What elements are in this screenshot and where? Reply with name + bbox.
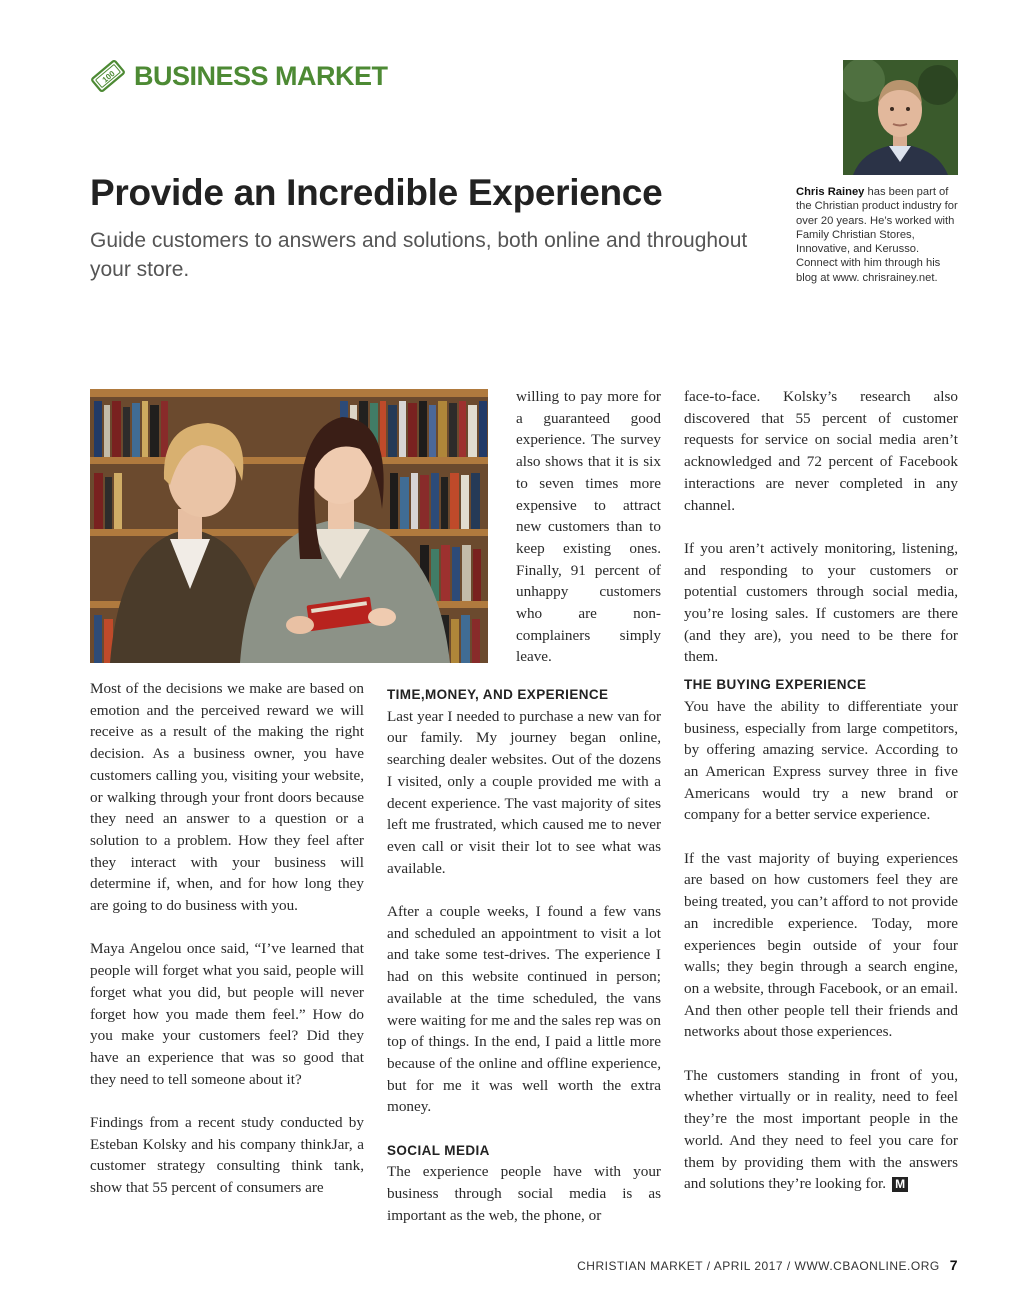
section-title: BUSINESS MARKET — [134, 60, 388, 91]
paragraph: Most of the decisions we make are based on emotion and the perceived reward we will receive as a result of the making the right decision. As a business owner, you have customers calling you, visiting your website, or walking through your front doors because they need an answer to a question or a solution to a problem. How they feel after they interact with your business will determine if, when, and for how long they are going to do business with you. — [90, 680, 364, 915]
column-3 — [684, 386, 958, 1195]
paragraph: After a couple weeks, I found a few vans and scheduled an appointment to visit a lot and take some test-drives. The experience I had on this website continued in person; available at the time scheduled, the vans were waiting for me and the sales rep was on top of things. In the end, I paid a little more because of the online and offline experience, but for me it was well worth the extra money. — [387, 903, 661, 1116]
author-name: Chris Rainey — [796, 186, 865, 198]
column-2 — [387, 684, 661, 1227]
paragraph-text: The customers standing in front of you, whether virtually or in reality, need to feel they’re the most important people in the world. And they need to feel you care for them by providing them with the answers and solutions they’re looking for. — [684, 1066, 958, 1193]
paragraph — [684, 1065, 958, 1195]
section-brand — [90, 58, 388, 94]
author-photo — [843, 60, 958, 175]
author-bio — [796, 185, 960, 285]
end-mark-icon: M — [892, 1177, 908, 1192]
page-footer — [577, 1257, 958, 1273]
badge-icon — [90, 58, 126, 94]
paragraph: Findings from a recent study conducted by Esteban Kolsky and his company thinkJar, a customer strategy consulting think tank, show that 55 percent of consumers are — [90, 1114, 364, 1197]
article-deck: Guide customers to answers and solutions, both online and throughout your store. — [90, 229, 748, 281]
column-2-top — [516, 386, 661, 668]
page-number: 7 — [949, 1257, 958, 1273]
paragraph: The experience people have with your business through social media is as important as the web, the phone, or — [387, 1163, 661, 1224]
paragraph: If the vast majority of buying experiences are based on how customers feel they are being treated, you can’t afford to not provide an incredible experience. Today, more experiences begin outside of your four walls; they begin through a search engine, on a website, through Facebook, or an email. And then other people tell their friends and networks about those experiences. — [684, 849, 958, 1041]
paragraph: If you aren’t actively monitoring, listening, and responding to your customers or potential customers through social media, you’re losing sales. If customers are there (and they are), you need to be there for them. — [684, 539, 958, 666]
author-bio-text: has been part of the Christian product industry for over 20 years. He’s worked with Family Christian Stores, Innovative, and Kerusso. Connect with him through his blog at www. chrisrainey.net. — [796, 186, 958, 284]
subhead: THE BUYING EXPERIENCE — [684, 677, 867, 693]
column-1 — [90, 678, 364, 1199]
paragraph: willing to pay more for a guaranteed good experience. The survey also shows that it is six to seven times more expensive to attract new customers than to keep existing ones. Finally, 91 percent of unhappy customers who are non-complainers simply leave. — [516, 388, 661, 666]
paragraph: Last year I needed to purchase a new van for our family. My journey began online, searching dealer websites. Out of the dozens I visited, only a couple provided me with a decent experience. The vast majority of sites left me frustrated, which caused me to never even call or visit their lot to see what was available. — [387, 707, 661, 877]
article-title: Provide an Incredible Experience — [90, 172, 663, 213]
paragraph: You have the ability to differentiate your business, especially from large competitors, by offering amazing service. According to an American Express survey three in five Americans would try a new brand or company for a better service experience. — [684, 697, 958, 824]
subhead: TIME,MONEY, AND EXPERIENCE — [387, 687, 609, 702]
footer-text: CHRISTIAN MARKET / APRIL 2017 / WWW.CBAONLINE.ORG — [577, 1259, 940, 1273]
paragraph: face-to-face. Kolsky’s research also discovered that 55 percent of customer requests for service on social media aren’t acknowledged and 72 percent of Facebook interactions are never completed in any channel. — [684, 388, 958, 514]
article-photo — [90, 389, 488, 663]
subhead: SOCIAL MEDIA — [387, 1142, 490, 1158]
svg-text:100: 100 — [100, 69, 117, 85]
paragraph: Maya Angelou once said, “I’ve learned that people will forget what you said, people will forget what you did, but people will never forget how you made them feel.” How do you make your customers feel? Did they have an experience that was so good that they need to tell someone about it? — [90, 940, 364, 1088]
